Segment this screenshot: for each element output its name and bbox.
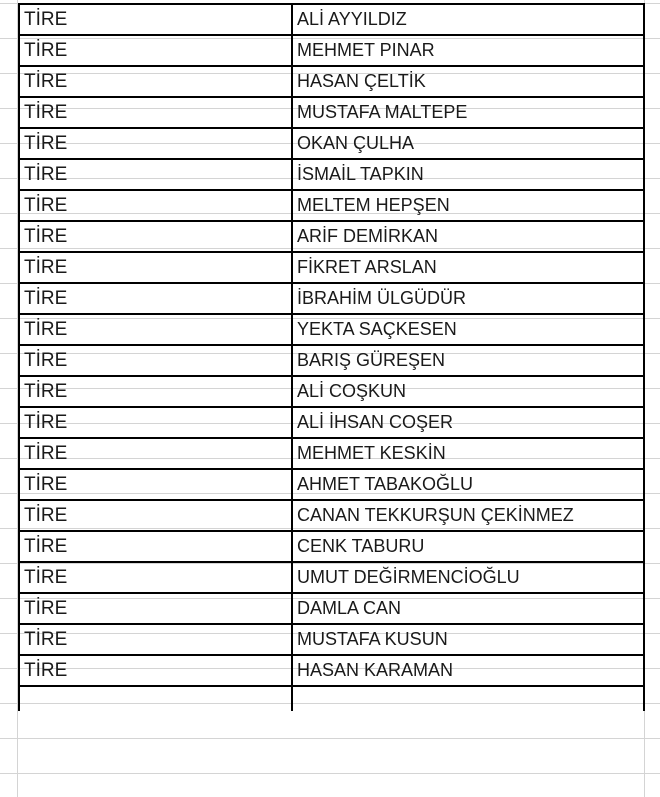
district-cell[interactable]: TİRE [19, 655, 292, 686]
district-cell[interactable]: TİRE [19, 531, 292, 562]
district-cell[interactable]: TİRE [19, 345, 292, 376]
district-cell[interactable]: TİRE [19, 128, 292, 159]
name-cell[interactable]: ARİF DEMİRKAN [292, 221, 644, 252]
table-row [19, 159, 644, 190]
table-row [19, 593, 644, 624]
table-row [19, 624, 644, 655]
table-row [19, 376, 644, 407]
district-cell[interactable]: TİRE [19, 469, 292, 500]
table-row [19, 655, 644, 686]
name-cell[interactable]: CENK TABURU [292, 531, 644, 562]
name-cell[interactable]: YEKTA SAÇKESEN [292, 314, 644, 345]
name-cell[interactable]: BARIŞ GÜREŞEN [292, 345, 644, 376]
table-row [19, 562, 644, 593]
names-table [18, 3, 645, 711]
empty-cell[interactable] [19, 686, 292, 711]
empty-row [19, 686, 644, 711]
name-cell[interactable]: MEHMET PINAR [292, 35, 644, 66]
table-row [19, 283, 644, 314]
name-cell[interactable]: UMUT DEĞİRMENCİOĞLU [292, 562, 644, 593]
district-cell[interactable]: TİRE [19, 593, 292, 624]
name-cell[interactable]: HASAN KARAMAN [292, 655, 644, 686]
table-row [19, 531, 644, 562]
name-cell[interactable]: CANAN TEKKURŞUN ÇEKİNMEZ [292, 500, 644, 531]
table-row [19, 438, 644, 469]
empty-cell[interactable] [292, 686, 644, 711]
table-body [19, 4, 644, 711]
table-row [19, 314, 644, 345]
name-cell[interactable]: ALİ İHSAN COŞER [292, 407, 644, 438]
table-row [19, 500, 644, 531]
district-cell[interactable]: TİRE [19, 190, 292, 221]
name-cell[interactable]: MUSTAFA MALTEPE [292, 97, 644, 128]
district-cell[interactable]: TİRE [19, 407, 292, 438]
district-cell[interactable]: TİRE [19, 438, 292, 469]
district-cell[interactable]: TİRE [19, 66, 292, 97]
district-cell[interactable]: TİRE [19, 624, 292, 655]
district-cell[interactable]: TİRE [19, 252, 292, 283]
table-row [19, 469, 644, 500]
table-row [19, 221, 644, 252]
district-cell[interactable]: TİRE [19, 35, 292, 66]
name-cell[interactable]: İSMAİL TAPKIN [292, 159, 644, 190]
name-cell[interactable]: ALİ COŞKUN [292, 376, 644, 407]
name-cell[interactable]: AHMET TABAKOĞLU [292, 469, 644, 500]
district-cell[interactable]: TİRE [19, 500, 292, 531]
name-cell[interactable]: ALİ AYYILDIZ [292, 4, 644, 35]
district-cell[interactable]: TİRE [19, 314, 292, 345]
table-row [19, 4, 644, 35]
name-cell[interactable]: FİKRET ARSLAN [292, 252, 644, 283]
name-cell[interactable]: DAMLA CAN [292, 593, 644, 624]
table-row [19, 97, 644, 128]
name-cell[interactable]: İBRAHİM ÜLGÜDÜR [292, 283, 644, 314]
table-row [19, 35, 644, 66]
table-row [19, 252, 644, 283]
district-cell[interactable]: TİRE [19, 4, 292, 35]
table-row [19, 345, 644, 376]
name-cell[interactable]: MUSTAFA KUSUN [292, 624, 644, 655]
name-cell[interactable]: HASAN ÇELTİK [292, 66, 644, 97]
district-cell[interactable]: TİRE [19, 97, 292, 128]
district-cell[interactable]: TİRE [19, 562, 292, 593]
district-cell[interactable]: TİRE [19, 159, 292, 190]
name-cell[interactable]: OKAN ÇULHA [292, 128, 644, 159]
table-row [19, 128, 644, 159]
table-row [19, 407, 644, 438]
district-cell[interactable]: TİRE [19, 221, 292, 252]
name-cell[interactable]: MELTEM HEPŞEN [292, 190, 644, 221]
district-cell[interactable]: TİRE [19, 376, 292, 407]
name-cell[interactable]: MEHMET KESKİN [292, 438, 644, 469]
table-row [19, 66, 644, 97]
table-row [19, 190, 644, 221]
district-cell[interactable]: TİRE [19, 283, 292, 314]
